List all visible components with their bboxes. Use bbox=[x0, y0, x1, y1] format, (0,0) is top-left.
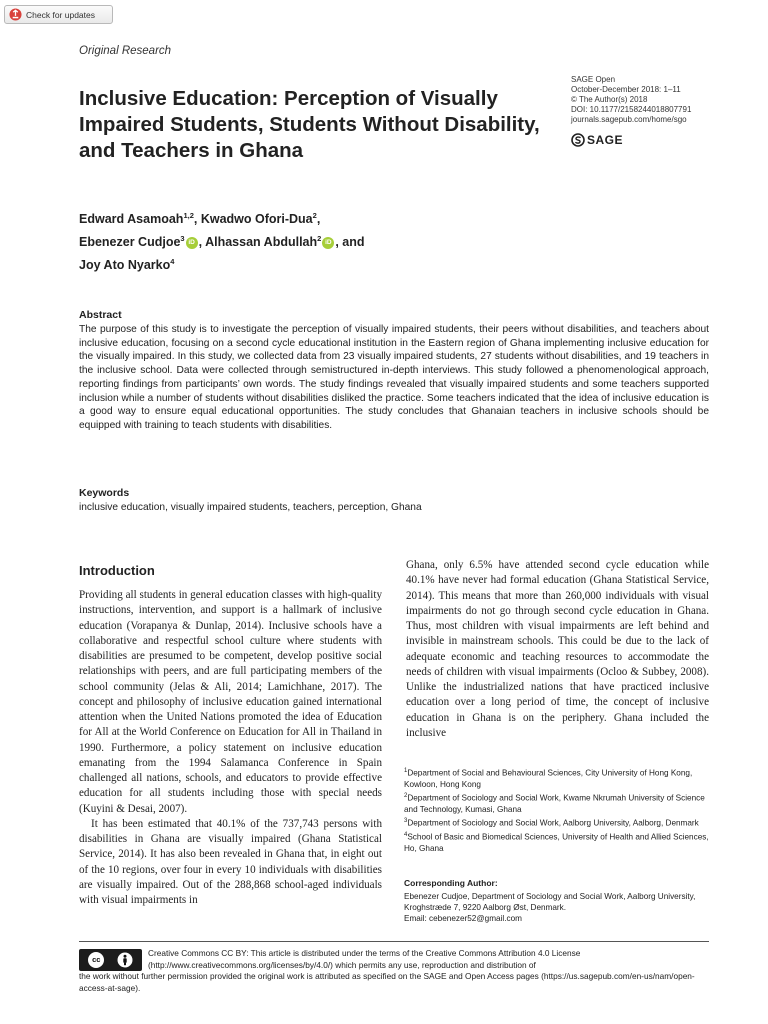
journal-info bbox=[571, 75, 761, 125]
check-for-updates-button[interactable] bbox=[4, 5, 113, 24]
affiliation-item bbox=[404, 830, 714, 854]
author-separator: , and bbox=[335, 235, 365, 250]
author-separator: , bbox=[316, 212, 321, 227]
author-separator: , bbox=[193, 212, 201, 227]
author-name[interactable]: Joy Ato Nyarko bbox=[79, 258, 171, 273]
affiliation-item bbox=[404, 791, 714, 815]
author-affiliation-sup: 3 bbox=[180, 234, 185, 244]
affiliation-number: 3 bbox=[404, 817, 408, 824]
attribution-icon bbox=[117, 952, 133, 968]
journal-issue: October-December 2018: 1–11 bbox=[571, 85, 681, 94]
author-name[interactable]: Ebenezer Cudjoe bbox=[79, 235, 181, 250]
sage-logo-icon bbox=[571, 133, 585, 147]
affiliation-number: 1 bbox=[404, 768, 408, 774]
author-name[interactable]: Kwadwo Ofori-Dua bbox=[200, 212, 313, 227]
keywords-text: inclusive education, visually impaired students, teachers, perception, Ghana bbox=[79, 502, 422, 513]
license-text: Creative Commons CC BY: This article is distributed under the terms of the Creative Commons Attribution 4.0 License (http://www.creativecommons.org/licenses/by/4.0/) which permits any use, reproduction and distribution of bbox=[148, 948, 581, 970]
author-list bbox=[79, 206, 559, 275]
cc-by-icon[interactable] bbox=[79, 949, 142, 971]
author-affiliation-sup: 4 bbox=[170, 257, 175, 267]
affiliations bbox=[404, 766, 714, 855]
orcid-icon[interactable]: iD bbox=[186, 237, 198, 249]
body-paragraph: It has been estimated that 40.1% of the 737,743 persons with disabilities in Ghana are visually impaired (Ghana Statistical Service, 2014). It has also been revealed in Ghana that, in eight out of the 10 regions, over four in every 10 individuals with disabilities are visually impaired. Out of the 288,868 school-aged individuals with visual impairments in bbox=[79, 817, 382, 906]
affiliation-text: Department of Sociology and Social Work, Aalborg University, Aalborg, Denmark bbox=[407, 818, 699, 828]
corresponding-author-email[interactable]: Email: cebenezer52@gmail.com bbox=[404, 914, 522, 924]
affiliation-text: Department of Social and Behavioural Sciences, City University of Hong Kong, Kowloon, Hong Kong bbox=[404, 768, 693, 789]
corresponding-author-address: Ebenezer Cudjoe, Department of Sociology and Social Work, Aalborg University, Kroghstræde 7, 9220 Aalborg Øst, Denmark. bbox=[404, 892, 696, 913]
journal-url[interactable]: journals.sagepub.com/home/sgo bbox=[571, 115, 687, 124]
affiliation-number: 2 bbox=[404, 792, 408, 799]
sage-logo-text: SAGE bbox=[587, 133, 624, 147]
author-affiliation-sup: 2 bbox=[317, 234, 322, 244]
author-name[interactable]: Edward Asamoah bbox=[79, 212, 184, 227]
section-label: Original Research bbox=[79, 45, 172, 57]
abstract-text: The purpose of this study is to investigate the perception of visually impaired students, their peers without disabilities, and teachers about inclusive education, focusing on a second cycle educational institution in the Eastern region of Ghana implementing inclusive education for the visually impaired. In this study, we collected data from 23 visually impaired students, 27 students without disabilities, and 19 teachers in the inclusive school. Data were collected through semistructured in-depth interviews. This study followed a phenomenological approach, reporting findings from participants’ own words. The study findings revealed that visually impaired students and some teachers supported inclusion while a number of students without disabilities disliked the practice. Some teachers indicated that the idea of inclusive education is a good way to ensure equal educational opportunities. The study concludes that Ghanaian teachers in inclusive schools should be equipped with training to teach students with disabilities. bbox=[79, 324, 709, 431]
check-for-updates-icon bbox=[9, 8, 22, 21]
body-column-left bbox=[79, 588, 382, 908]
body-column-right bbox=[406, 558, 709, 741]
article-title: Inclusive Education: Perception of Visually Impaired Students, Students Without Disability, and Teachers in Ghana bbox=[79, 87, 540, 162]
body-paragraph: Providing all students in general education classes with high-quality instructions, intervention, and support is a hallmark of inclusive education (Vorapanya & Dunlap, 2014). Inclusive schools have a collaborative and respectful school culture where students with disabilities are presumed to be competent, develop positive social relationships with peers, and are full participating members of the school community (Jelas & Ali, 2014; Lamichhane, 2017). The concept and philosophy of inclusive education gained international attention when the United Nations promoted the idea of Education for All at the World Conference on Education for All in Thailand in 1990. Furthermore, a policy statement on inclusive education emanating from the 1994 Salamanca Conference in Spain challenged all nations, schools, and educators to provide effective education for all students including those with special needs (Kuyini & Desai, 2007). bbox=[79, 589, 382, 815]
introduction-heading: Introduction bbox=[79, 563, 155, 578]
cc-icon: cc bbox=[88, 952, 104, 968]
author-name[interactable]: Alhassan Abdullah bbox=[205, 235, 318, 250]
license-text-continued: the work without further permission provided the original work is attributed as specified on the SAGE and Open Access pages (https://us.sagepub.com/en-us/nam/open-access-at-sage). bbox=[79, 971, 695, 993]
journal-doi[interactable]: DOI: 10.1177/2158244018807791 bbox=[571, 105, 692, 114]
check-for-updates-label: Check for updates bbox=[26, 9, 95, 20]
affiliation-number: 4 bbox=[404, 831, 408, 838]
body-paragraph: Ghana, only 6.5% have attended second cycle education while 40.1% have never had formal education (Ghana Statistical Service, 2014). This means that more than 260,000 individuals with visual impairments do not go through second cycle education in Ghana. Thus, most children with visual impairments are left behind and invisible in mainstream schools. This could be due to the lack of adequate economic and teaching resources to accommodate the needs of children with visual impairments (Ocloo & Subbey, 2008). Unlike the industrialized nations that have practiced inclusive education over a long period of time, the concept of inclusive education in Ghana is on the periphery. Ghana included the inclusive bbox=[406, 559, 709, 739]
keywords-heading: Keywords bbox=[79, 487, 130, 499]
sage-logo bbox=[571, 133, 623, 147]
journal-copyright: © The Author(s) 2018 bbox=[571, 95, 648, 104]
corresponding-author bbox=[404, 891, 714, 924]
affiliation-text: Department of Sociology and Social Work, Kwame Nkrumah University of Science and Technology, Kumasi, Ghana bbox=[404, 793, 705, 814]
author-separator: , bbox=[198, 235, 206, 250]
affiliation-text: School of Basic and Biomedical Sciences, University of Health and Allied Sciences, Ho, Ghana bbox=[404, 832, 709, 853]
author-affiliation-sup: 2 bbox=[312, 211, 317, 220]
corresponding-author-heading: Corresponding Author: bbox=[404, 878, 498, 888]
author-affiliation-sup: 1,2 bbox=[183, 211, 194, 220]
footer-divider bbox=[79, 941, 709, 942]
journal-name: SAGE Open bbox=[571, 75, 616, 84]
abstract-heading: Abstract bbox=[79, 309, 122, 321]
orcid-icon[interactable]: iD bbox=[322, 237, 334, 249]
affiliation-item bbox=[404, 766, 714, 790]
affiliation-item bbox=[404, 816, 714, 829]
